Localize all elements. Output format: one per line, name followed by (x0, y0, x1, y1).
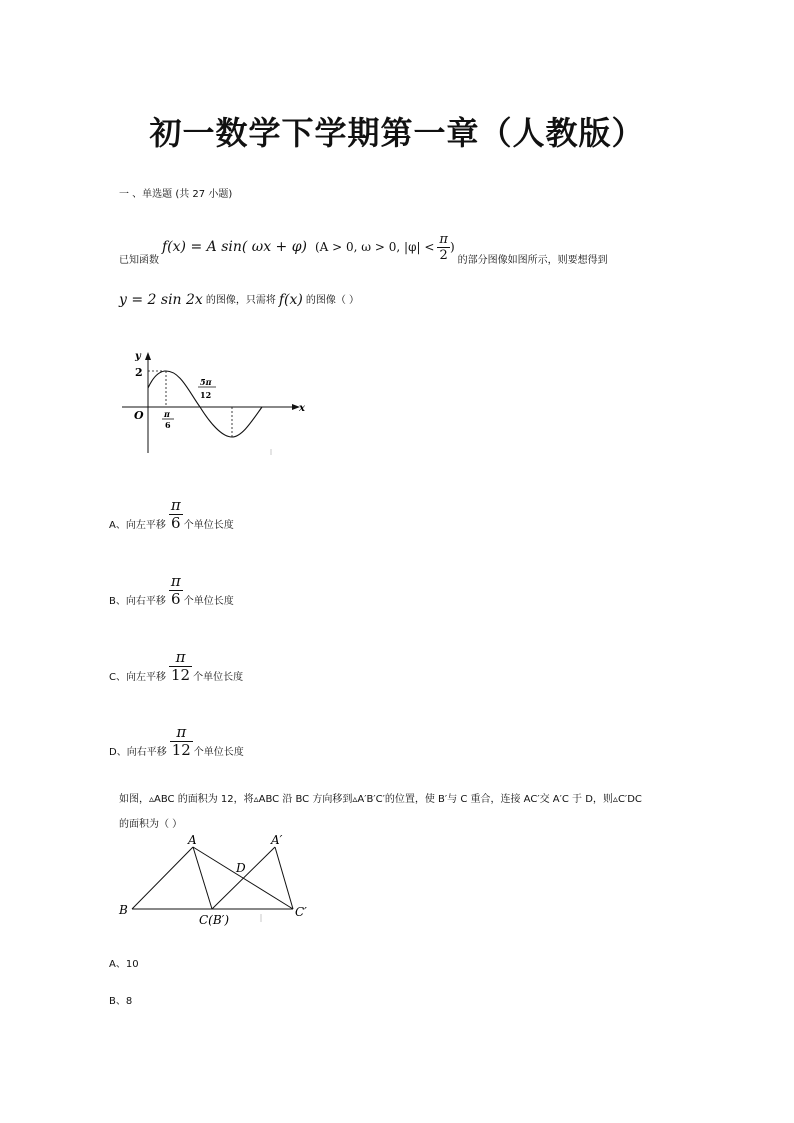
side-b-prime-a-prime (212, 847, 275, 909)
option-fraction (169, 498, 183, 531)
q1-line2-text1: 的图像，只需将 (205, 295, 276, 306)
q1-condition-fraction (437, 233, 450, 262)
q1-condition: (A > 0, ω > 0, |φ| < (315, 240, 435, 254)
page-title: 初一数学下学期第一章（人教版） (149, 114, 645, 152)
fraction-denominator: 12 (170, 666, 191, 684)
annotation-numerator: 5π (200, 377, 212, 387)
option-fraction (169, 574, 183, 607)
q1-option-a[interactable] (109, 490, 234, 534)
option-fraction (170, 725, 193, 758)
option-label: D、向右平移 (109, 747, 167, 758)
q1-prefix: 已知函数 (119, 255, 159, 266)
q1-line2 (119, 284, 359, 308)
y-axis-arrow (145, 352, 151, 360)
option-fraction (169, 650, 192, 683)
q2-option-b[interactable]: B、8 (109, 996, 133, 1007)
x-tick-numerator: π (164, 409, 170, 419)
q2-option-a[interactable]: A、10 (109, 959, 139, 970)
side-ac (193, 847, 212, 909)
fraction-numerator: π (170, 496, 181, 514)
q1-function: f(x) = A sin( ωx + φ) (162, 239, 307, 255)
section-heading: 一 、单选题 (共 27 小题) (119, 189, 233, 200)
q2-text-line2: 的面积为（ ） (119, 819, 183, 830)
fraction-numerator: π (170, 572, 181, 590)
option-label: C、向左平移 (109, 672, 166, 683)
side-ba (132, 847, 193, 909)
label-c-prime: C′ (295, 905, 307, 919)
label-a-prime: A′ (271, 833, 283, 847)
q2-triangle-figure (115, 830, 325, 930)
fraction-denominator: 6 (171, 590, 181, 608)
fraction-denominator: 2 (439, 247, 448, 263)
label-c-b-prime: C(B′) (199, 913, 230, 927)
y-tick-label: 2 (135, 366, 143, 379)
q1-target-expression: y = 2 sin 2x (119, 292, 203, 308)
q1-suffix: 的部分图像如图所示，则要想得到 (457, 255, 608, 266)
q1-option-c[interactable] (109, 642, 243, 686)
q2-text-line1: 如图，▵ABC 的面积为 12，将▵ABC 沿 BC 方向移到▵A′B′C′的位置，使 B′与 C 重合，连接 AC′交 A′C 于 D，则▵C′DC (119, 794, 642, 805)
q1-sine-graph (118, 345, 308, 460)
fraction-numerator: π (175, 648, 186, 666)
x-tick-denominator: 6 (165, 420, 171, 430)
q1-line2-fx: f(x) (278, 292, 303, 308)
q1-condition-close: ) (449, 240, 455, 254)
label-b: B (119, 903, 128, 917)
annotation-denominator: 12 (200, 390, 212, 400)
q1-option-d[interactable] (109, 717, 244, 761)
origin-label: O (134, 409, 144, 422)
label-a: A (188, 833, 197, 847)
fraction-denominator: 12 (171, 741, 191, 759)
q1-line2-text2: 的图像（ ） (305, 295, 360, 306)
fraction-numerator: π (176, 723, 187, 741)
y-axis-label: y (135, 351, 141, 362)
label-d: D (236, 861, 246, 875)
option-label: B、向右平移 (109, 596, 166, 607)
fraction-denominator: 6 (171, 514, 181, 532)
option-label: A、向左平移 (109, 520, 166, 531)
x-axis-label: x (299, 403, 305, 414)
option-unit: 个单位长度 (193, 672, 244, 683)
fraction-numerator: π (439, 231, 448, 247)
option-unit: 个单位长度 (193, 747, 244, 758)
option-unit: 个单位长度 (183, 520, 234, 531)
q1-line1 (119, 226, 608, 268)
q1-option-b[interactable] (109, 566, 234, 610)
option-unit: 个单位长度 (183, 596, 234, 607)
